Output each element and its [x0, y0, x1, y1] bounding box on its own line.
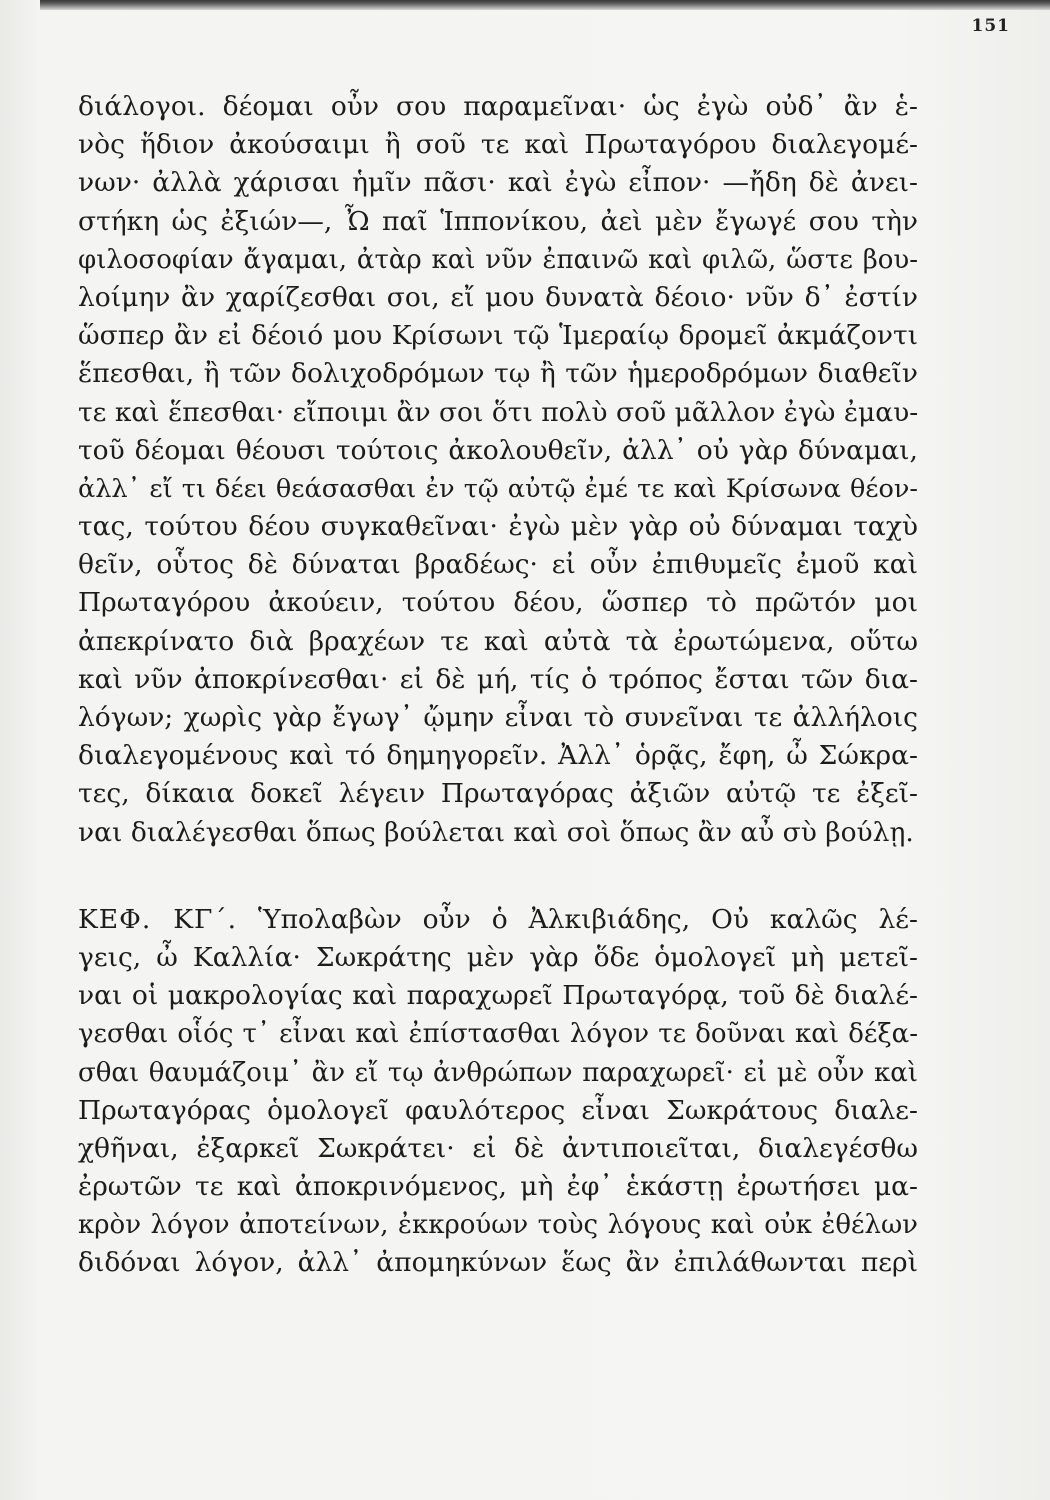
text-line: Πρωταγόρας ὁμολογεῖ φαυλότερος εἶναι Σωκράτους διαλε- [78, 1094, 918, 1126]
text-line: ἀπεκρίνατο διὰ βραχέων τε καὶ αὐτὰ τὰ ἐρωτώμενα, οὕτω [78, 625, 918, 657]
text-line: τε καὶ ἕπεσθαι· εἴποιμι ἂν σοι ὅτι πολὺ σοῦ μᾶλλον ἐγὼ ἐμαυ- [78, 396, 919, 428]
text-line: διαλεγομένους καὶ τό δημηγορεῖν. Ἀλλ᾽ ὁρᾷς, ἔφη, ὦ Σώκρα- [78, 740, 918, 772]
text-line: ἕπεσθαι, ἢ τῶν δολιχοδρόμων τῳ ἢ τῶν ἡμεροδρόμων διαθεῖν [78, 358, 918, 390]
text-line: τες, δίκαια δοκεῖ λέγειν Πρωταγόρας ἀξιῶν αὐτῷ τε ἐξεῖ- [78, 778, 918, 810]
text-line: γεσθαι οἷός τ᾽ εἶναι καὶ ἐπίστασθαι λόγον τε δοῦναι καὶ δέξα- [78, 1019, 918, 1050]
text-line: χθῆναι, ἐξαρκεῖ Σωκράτει· εἰ δὲ ἀντιποιεῖται, διαλεγέσθω [78, 1132, 918, 1164]
top-rule [40, 0, 1050, 10]
text-line: νων· ἀλλὰ χάρισαι ἡμῖν πᾶσι· καὶ ἐγὼ εἶπον· —ἤδη δὲ ἀνει- [78, 167, 918, 199]
chapter-first-line [78, 901, 918, 939]
text-line: ὥσπερ ἂν εἰ δέοιό μου Κρίσωνι τῷ Ἱμεραίῳ δρομεῖ ἀκμάζοντι [78, 320, 918, 352]
text-line: κρὸν λόγον ἀποτείνων, ἐκκρούων τοὺς λόγους καὶ οὐκ ἐθέλων [78, 1210, 918, 1241]
text-line: σθαι θαυμάζοιμ᾽ ἂν εἴ τῳ ἀνθρώπων παραχωρεῖ· εἰ μὲ οὖν καὶ [78, 1057, 918, 1088]
paragraph-gap [78, 852, 918, 901]
text-block [78, 88, 918, 1283]
text-line: στήκη ὡς ἐξιών—, Ὦ παῖ Ἱππονίκου, ἀεὶ μὲν ἔγωγέ σου τὴν [78, 205, 918, 237]
text-line: ἐρωτῶν τε καὶ ἀποκρινόμενος, μὴ ἐφ᾽ ἑκάστῃ ἐρωτήσει μα- [78, 1171, 918, 1203]
text-line: διδόναι λόγον, ἀλλ᾽ ἀπομηκύνων ἕως ἂν ἐπιλάθωνται περὶ [78, 1247, 918, 1279]
chapter-heading: ΚΕΦ. ΚΓ΄. [78, 903, 238, 935]
text-line: φιλοσοφίαν ἄγαμαι, ἀτὰρ καὶ νῦν ἐπαινῶ καὶ φιλῶ, ὥστε βου- [78, 244, 918, 275]
text-line: Πρωταγόρου ἀκούειν, τούτου δέου, ὥσπερ τὸ πρῶτόν μοι [78, 587, 918, 619]
text-line: ἀλλ᾽ εἴ τι δέει θεάσασθαι ἐν τῷ αὐτῷ ἐμέ τε καὶ Κρίσωνα θέον- [78, 473, 918, 504]
text-line: λόγων; χωρὶς γὰρ ἔγωγ᾽ ᾤμην εἶναι τὸ συνεῖναι τε ἀλλήλοις [78, 702, 918, 733]
text-line: καὶ νῦν ἀποκρίνεσθαι· εἰ δὲ μή, τίς ὁ τρόπος ἔσται τῶν δια- [78, 663, 918, 695]
text-line: ναι διαλέγεσθαι ὅπως βούλεται καὶ σοὶ ὅπως ἂν αὖ σὺ βούλῃ. [78, 816, 914, 848]
text-line: διάλογοι. δέομαι οὖν σου παραμεῖναι· ὡς ἐγὼ οὐδ᾽ ἂν ἑ- [78, 91, 918, 122]
text-line: νὸς ἥδιον ἀκούσαιμι ἢ σοῦ τε καὶ Πρωταγόρου διαλεγομέ- [78, 129, 918, 161]
text-line: λοίμην ἂν χαρίζεσθαι σοι, εἴ μου δυνατὰ δέοιο· νῦν δ᾽ ἐστίν [78, 281, 918, 313]
text-line: θεῖν, οὗτος δὲ δύναται βραδέως· εἰ οὖν ἐπιθυμεῖς ἐμοῦ καὶ [78, 549, 918, 581]
text-line: γεις, ὦ Καλλία· Σωκράτης μὲν γὰρ ὅδε ὁμολογεῖ μὴ μετεῖ- [78, 941, 918, 973]
text-line: τοῦ δέομαι θέουσι τούτοις ἀκολουθεῖν, ἀλλ᾽ οὐ γὰρ δύναμαι, [78, 434, 918, 466]
page-number: 151 [971, 16, 1010, 36]
text-line: ναι οἱ μακρολογίας καὶ παραχωρεῖ Πρωταγόρᾳ, τοῦ δὲ διαλέ- [78, 980, 918, 1012]
chapter-first-line-text: Ὑπολαβὼν οὖν ὁ Ἀλκιβιάδης, Οὐ καλῶς λέ- [258, 903, 918, 935]
text-line: τας, τούτου δέου συγκαθεῖναι· ἐγὼ μὲν γὰρ οὐ δύναμαι ταχὺ [78, 511, 918, 543]
